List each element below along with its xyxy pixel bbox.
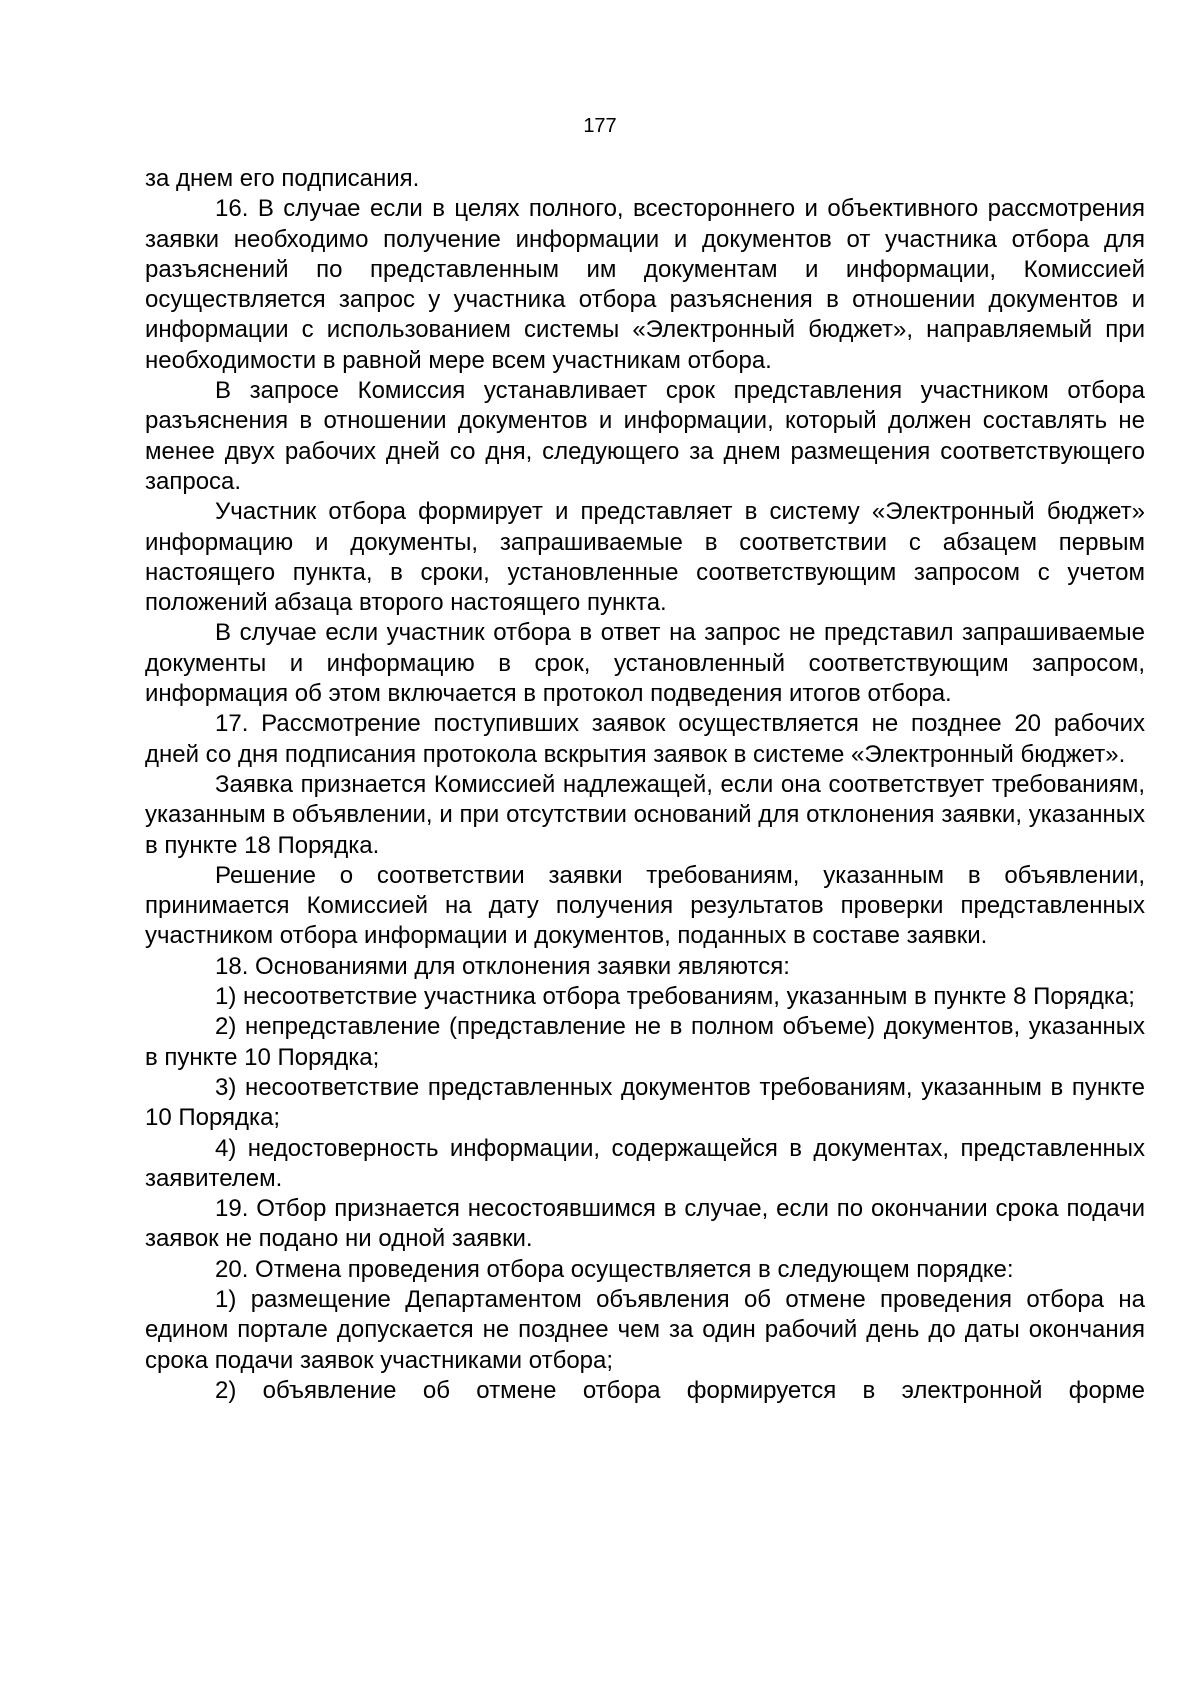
paragraph: Участник отбора формирует и представляет в систему «Электронный бюджет» информацию и документы, запрашиваемые в соответствии с абзацем первым настоящего пункта, в сроки, установленные соответствующим запросом с учетом положений абзаца второго настоящего пункта.	[145, 498, 1145, 617]
paragraph: 1) размещение Департаментом объявления об отмене проведения отбора на едином портале допускается не позднее чем за один рабочий день до даты окончания срока подачи заявок участниками отбора;	[145, 1285, 1145, 1374]
paragraph: В случае если участник отбора в ответ на запрос не представил запрашиваемые документы и информацию в срок, установленный соответствующим запросом, информация об этом включается в протокол подведения итогов отбора.	[145, 619, 1145, 708]
paragraph: 16. В случае если в целях полного, всестороннего и объективного рассмотрения заявки необходимо получение информации и документов от участника отбора для разъяснений по представленным им документам и информации, Комиссией осуществляется запрос у участника отбора разъяснения в отношении документов и информации с использованием системы «Электронный бюджет», направляемый при необходимости в равной мере всем участникам отбора.	[145, 195, 1145, 374]
paragraph: 20. Отмена проведения отбора осуществляется в следующем порядке:	[215, 1255, 1014, 1283]
paragraph: В запросе Комиссия устанавливает срок представления участником отбора разъяснения в отношении документов и информации, который должен составлять не менее двух рабочих дней со дня, следующего за днем размещения соответствующего запроса.	[145, 377, 1145, 495]
paragraph: 4) недостоверность информации, содержащейся в документах, представленных заявителем.	[145, 1134, 1145, 1192]
paragraph: 1) несоответствие участника отбора требованиям, указанным в пункте 8 Порядка;	[215, 983, 1135, 1011]
paragraph: 3) несоответствие представленных документов требованиям, указанным в пункте 10 Порядка;	[145, 1073, 1145, 1132]
paragraph: 2) объявление об отмене отбора формируется в электронной форме	[215, 1376, 1145, 1404]
paragraph: Заявка признается Комиссией надлежащей, если она соответствует требованиям, указанным в объявлении, и при отсутствии оснований для отклонения заявки, указанных в пункте 18 Порядка.	[145, 770, 1145, 859]
document-body	[145, 164, 1145, 1406]
paragraph: 19. Отбор признается несостоявшимся в случае, если по окончании срока подачи заявок не подано ни одной заявки.	[145, 1195, 1145, 1253]
paragraph: 17. Рассмотрение поступивших заявок осуществляется не позднее 20 рабочих дней со дня подписания протокола вскрытия заявок в системе «Электронный бюджет».	[145, 710, 1145, 768]
paragraph: за днем его подписания.	[145, 165, 420, 192]
page-number: 177	[583, 115, 617, 137]
paragraph: 18. Основаниями для отклонения заявки являются:	[215, 952, 790, 980]
paragraph: Решение о соответствии заявки требованиям, указанным в объявлении, принимается Комиссией на дату получения результатов проверки представленных участником отбора информации и документов, поданных в составе заявки.	[145, 861, 1145, 950]
paragraph: 2) непредставление (представление не в полном объеме) документов, указанных в пункте 10 Порядка;	[145, 1013, 1145, 1071]
